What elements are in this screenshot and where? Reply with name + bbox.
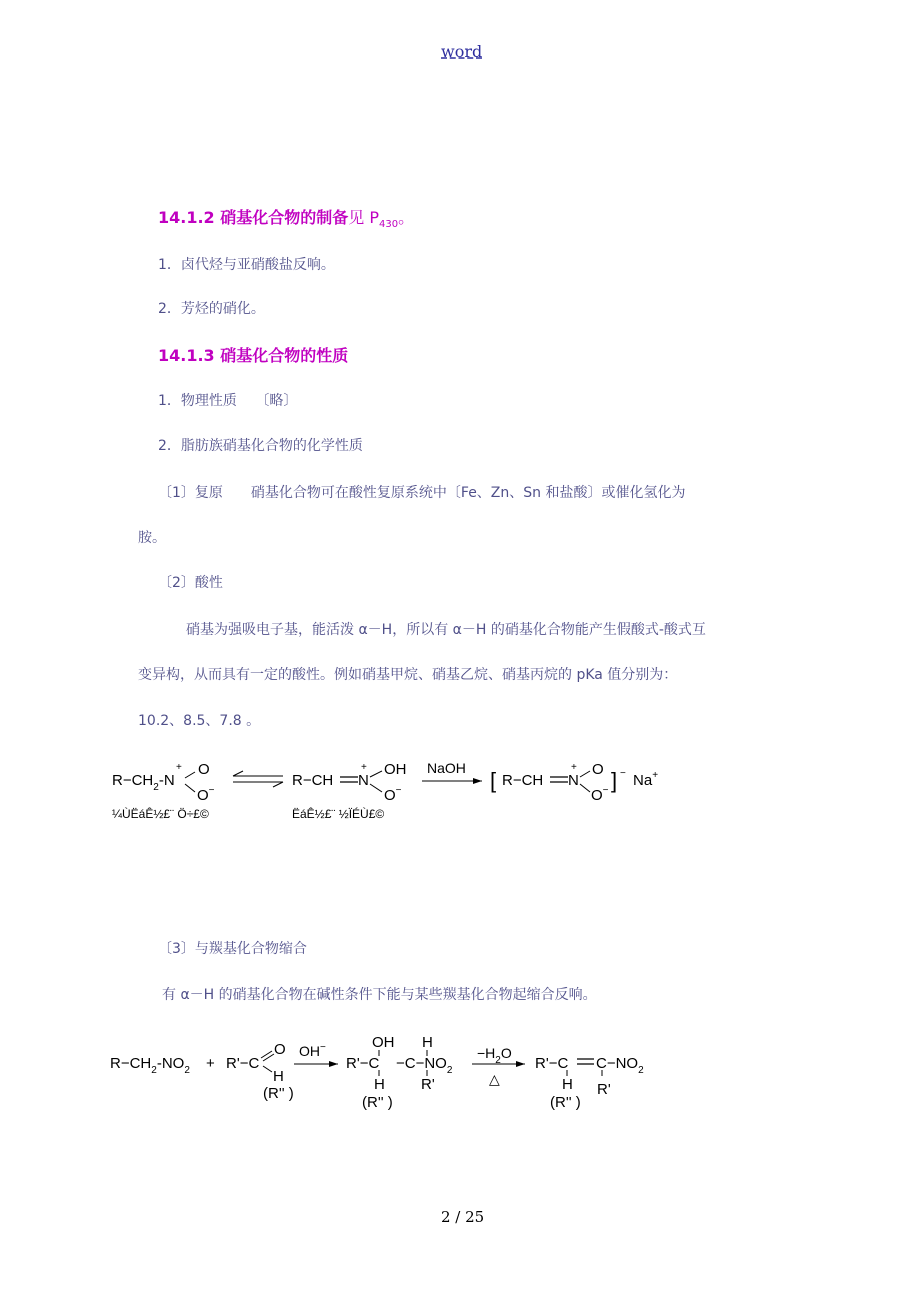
- alkene-carbon-label: R'−C: [535, 1055, 569, 1072]
- section-number: 14.1.3: [158, 346, 215, 365]
- nitro-carbon-label: $-C-NO_2$: [396, 1055, 453, 1076]
- list-item: 2．脂肪族硝基化合物的化学性质: [158, 438, 363, 454]
- dehydration-label: $-H_2O$: [477, 1045, 512, 1066]
- section-title: 硝基化合物的制备: [220, 208, 349, 227]
- condensation-scheme: [100, 1032, 680, 1122]
- nitroalkane-label: $R-CH_2-NO_2$: [110, 1055, 190, 1076]
- reagent-label: OH−: [299, 1042, 326, 1059]
- substituent-label: (R'' ): [550, 1094, 581, 1111]
- paragraph-condensation: 有 α－H 的硝基化合物在碱性条件下能与某些羰基化合物起缩合反响。: [162, 987, 597, 1003]
- pseudo-acid-form-caption: ¼ÙËáÊ½£¨ Ö÷£©: [112, 807, 209, 821]
- oxygen-label: O: [592, 761, 604, 778]
- reactant-label: $R-CH_2-N$: [112, 772, 175, 793]
- paragraph-acidity-cont: 变异构，从而具有一定的酸性。例如硝基甲烷、硝基乙烷、硝基丙烷的 pKa 值分别为：: [138, 667, 678, 683]
- list-item: 1．物理性质 〔略〕: [158, 393, 298, 409]
- substituent-label: (R'' ): [263, 1085, 294, 1102]
- list-item: 2．芳烃的硝化。: [158, 301, 265, 317]
- hydrogen-label: H: [562, 1076, 573, 1093]
- plus-charge: +: [176, 762, 182, 773]
- paragraph-acidity-values: 10.2、8.5、7.8 。: [138, 713, 261, 729]
- hydrogen-label: H: [374, 1076, 385, 1093]
- bracket-right: ]: [611, 768, 618, 793]
- substituent-label: (R'' ): [362, 1094, 393, 1111]
- substituent-label: R': [597, 1081, 611, 1098]
- subheading-acidity: 〔2〕酸性: [158, 575, 223, 591]
- oxygen-label: O: [198, 761, 210, 778]
- section-heading-14-1-3: [158, 343, 348, 366]
- reagent-label: NaOH: [427, 760, 466, 776]
- hydroxyl-label: OH: [372, 1034, 395, 1051]
- plus-charge: +: [361, 762, 367, 773]
- header-link[interactable]: word: [441, 42, 483, 61]
- oxygen-label: O−: [384, 785, 402, 804]
- nitroalkene-label: $C-NO_2$: [596, 1055, 644, 1076]
- salt-label: R−CH: [502, 772, 544, 789]
- oxygen-label: O−: [591, 785, 609, 804]
- carbonyl-label: R'−C: [226, 1055, 260, 1072]
- aldol-carbon-label: R'−C: [346, 1055, 380, 1072]
- paragraph-reduction-cont: 胺。: [138, 530, 166, 546]
- hydrogen-label: H: [273, 1068, 284, 1085]
- sodium-label: Na+: [633, 770, 659, 789]
- subheading-condensation: 〔3〕与羰基化合物缩合: [158, 941, 307, 957]
- bracket-left: [: [490, 768, 497, 793]
- section-number: 14.1.2: [158, 208, 215, 227]
- aci-form-caption: ËáÊ½£¨ ½ÏÉÙ£©: [292, 807, 385, 821]
- aci-form-label: R−CH: [292, 772, 334, 789]
- nitrogen-label: N: [358, 772, 369, 789]
- page-number: 2 / 25: [441, 1208, 485, 1226]
- heat-symbol: △: [489, 1071, 500, 1087]
- plus-charge: +: [571, 762, 577, 773]
- oxygen-label: O: [274, 1041, 286, 1058]
- paragraph-reduction: 〔1〕复原 硝基化合物可在酸性复原系统中〔Fe、Zn、Sn 和盐酸〕或催化氢化为: [158, 485, 686, 501]
- tautomerism-scheme: [100, 752, 700, 832]
- list-item: 1．卤代烃与亚硝酸盐反响。: [158, 257, 335, 273]
- hydroxyl-label: OH: [384, 761, 407, 778]
- section-heading-14-1-2: [158, 205, 414, 230]
- substituent-label: R': [421, 1076, 435, 1093]
- plus-sign: +: [206, 1055, 215, 1072]
- minus-charge: −: [620, 768, 626, 779]
- section-title: 硝基化合物的性质: [220, 346, 349, 365]
- paragraph-acidity: 硝基为强吸电子基，能活泼 α－H，所以有 α－H 的硝基化合物能产生假酸式-酸式互: [186, 622, 706, 638]
- oxygen-label: O−: [197, 785, 215, 804]
- hydrogen-label: H: [422, 1034, 433, 1051]
- page-ref: 见 $P_{430}$。: [348, 208, 415, 231]
- nitrogen-label: N: [568, 772, 579, 789]
